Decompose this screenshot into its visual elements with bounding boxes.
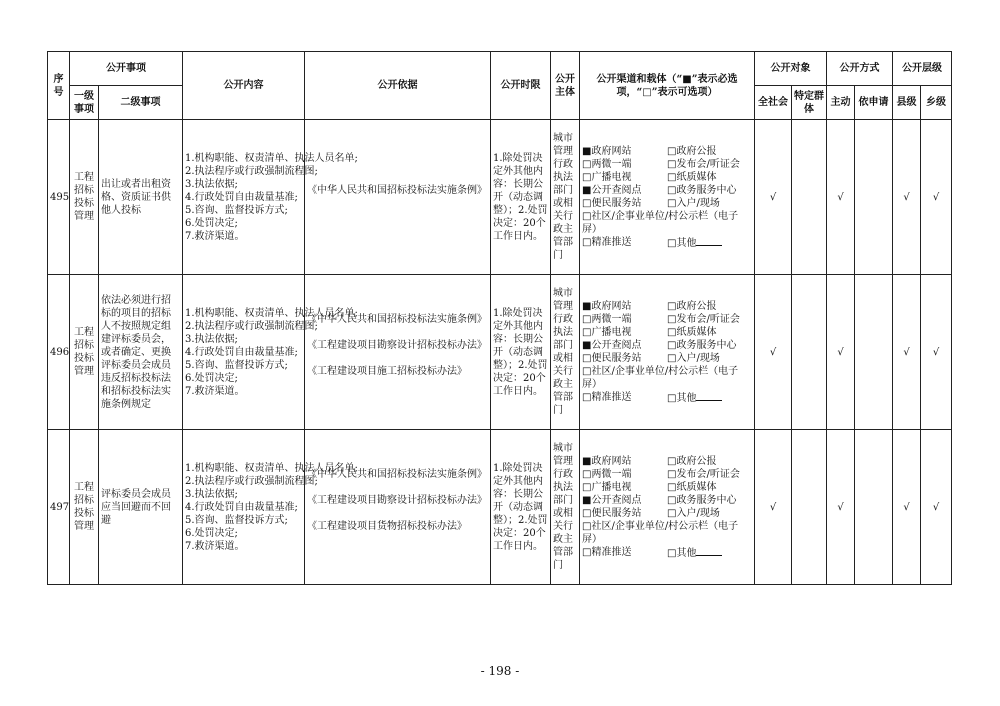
channel-option: □政务服务中心 [667, 494, 737, 506]
content-line: 1.机构职能、权责清单、执法人员名单; [185, 307, 358, 319]
header-method: 公开方式 [827, 52, 893, 86]
basis-item: 《工程建设项目勘察设计招标投标办法》 [307, 495, 487, 506]
channel-option: □精准推送 [582, 236, 632, 248]
header-subject: 公开主体 [551, 52, 580, 120]
row-seq: 496 [48, 275, 70, 430]
content-line: 5.咨询、监督投诉方式; [185, 359, 288, 371]
channel-option-other [667, 546, 752, 560]
header-basis: 公开依据 [305, 52, 491, 120]
row-method-request [855, 120, 893, 275]
channel-option: □便民服务站 [582, 507, 642, 519]
channel-grid-last [582, 236, 752, 250]
row-target-all: √ [755, 120, 792, 275]
channel-option: □政务服务中心 [667, 184, 737, 196]
channel-option: ■公开查阅点 [582, 339, 642, 351]
header-channel: 公开渠道和载体（“■”表示必选项，“□”表示可选项） [580, 52, 755, 120]
channel-option: ■政府网站 [582, 300, 632, 312]
row-level-county: √ [893, 120, 921, 275]
basis-item: 《工程建设项目施工招标投标办法》 [307, 366, 467, 377]
channel-option: □发布会/听证会 [667, 313, 740, 325]
row-seq: 497 [48, 430, 70, 585]
channel-option: □纸质媒体 [667, 171, 717, 183]
table-row [48, 430, 952, 585]
content-line: 4.行政处罚自由裁量基准; [185, 501, 298, 513]
row-target-all: √ [755, 275, 792, 430]
channel-option-other [667, 236, 752, 250]
row-target-all: √ [755, 430, 792, 585]
content-line: 3.执法依据; [185, 178, 238, 190]
row-content [183, 120, 358, 275]
channel-option: □纸质媒体 [667, 481, 717, 493]
row-basis [305, 430, 491, 585]
header-matter: 公开事项 [70, 52, 183, 86]
table-body [48, 120, 952, 585]
content-line: 4.行政处罚自由裁量基准; [185, 191, 298, 203]
content-line: 7.救济渠道。 [185, 230, 245, 242]
channel-option: ■公开查阅点 [582, 494, 642, 506]
row-subject: 城市管理行政执法部门或相关行政主管部门 [551, 275, 580, 430]
channel-option: □发布会/听证会 [667, 468, 740, 480]
row-level1: 工程招标投标管理 [70, 120, 99, 275]
channel-option: □两微一端 [582, 313, 632, 325]
channel-option: □便民服务站 [582, 352, 642, 364]
row-time: 1.除处罚决定外其他内容：长期公开（动态调整）；2.处罚决定：20个工作日内。 [491, 430, 551, 585]
row-subject: 城市管理行政执法部门或相关行政主管部门 [551, 430, 580, 585]
content-line: 6.处罚决定; [185, 372, 238, 384]
table-row [48, 275, 952, 430]
row-time: 1.除处罚决定外其他内容：长期公开（动态调整）；2.处罚决定：20个工作日内。 [491, 120, 551, 275]
header-target-specific: 特定群体 [792, 86, 827, 120]
basis-item: 《中华人民共和国招标投标法实施条例》 [307, 469, 487, 480]
channel-option-wide: □社区/企事业单位/村公示栏（电子屏） [582, 210, 739, 235]
row-target-specific [792, 430, 827, 585]
channel-option: □广播电视 [582, 326, 632, 338]
channel-grid [582, 300, 752, 365]
row-seq: 495 [48, 120, 70, 275]
content-line: 7.救济渠道。 [185, 540, 245, 552]
content-line: 6.处罚决定; [185, 527, 238, 539]
channel-option-wide: □社区/企事业单位/村公示栏（电子屏） [582, 520, 739, 545]
row-level2: 评标委员会成员应当回避而不回避 [99, 430, 183, 585]
row-level2: 出让或者出租资格、资质证书供他人投标 [99, 120, 183, 275]
row-target-specific [792, 275, 827, 430]
content-line: 2.执法程序或行政强制流程图; [185, 475, 318, 487]
channel-option: ■公开查阅点 [582, 184, 642, 196]
row-level-county: √ [893, 430, 921, 585]
channel-option: □发布会/听证会 [667, 158, 740, 170]
basis-item: 《中华人民共和国招标投标法实施条例》 [307, 314, 487, 325]
row-channels [580, 430, 755, 585]
basis-item: 《中华人民共和国招标投标法实施条例》 [307, 185, 487, 196]
channel-option: □入户/现场 [667, 507, 720, 519]
channel-option-wide: □社区/企事业单位/村公示栏（电子屏） [582, 365, 739, 390]
row-method-active: √ [827, 120, 855, 275]
header-level1: 一级事项 [70, 86, 99, 120]
content-line: 2.执法程序或行政强制流程图; [185, 165, 318, 177]
channel-option: □两微一端 [582, 468, 632, 480]
channel-option: □两微一端 [582, 158, 632, 170]
channel-option: □精准推送 [582, 391, 632, 403]
disclosure-table [47, 51, 952, 585]
header-level-town: 乡级 [921, 86, 952, 120]
row-level-county: √ [893, 275, 921, 430]
content-line: 3.执法依据; [185, 488, 238, 500]
content-line: 4.行政处罚自由裁量基准; [185, 346, 298, 358]
row-level-town: √ [921, 430, 952, 585]
basis-item: 《工程建设项目货物招标投标办法》 [307, 521, 467, 532]
row-level-town: √ [921, 120, 952, 275]
header-method-request: 依申请 [855, 86, 893, 120]
row-method-request [855, 275, 893, 430]
content-line: 1.机构职能、权责清单、执法人员名单; [185, 462, 358, 474]
channel-option: □广播电视 [582, 171, 632, 183]
channel-grid [582, 145, 752, 210]
row-content [183, 275, 358, 430]
header-level: 公开层级 [893, 52, 952, 86]
content-line: 7.救济渠道。 [185, 385, 245, 397]
content-line: 3.执法依据; [185, 333, 238, 345]
header-level2: 二级事项 [99, 86, 183, 120]
channel-option: □精准推送 [582, 546, 632, 558]
row-level2: 依法必须进行招标的项目的招标人不按照规定组建评标委员会，或者确定、更换评标委员会成员违反招标投标法和招标投标法实施条例规定 [99, 275, 183, 430]
channel-grid-last [582, 391, 752, 405]
channel-option: □入户/现场 [667, 352, 720, 364]
row-time: 1.除处罚决定外其他内容：长期公开（动态调整）；2.处罚决定：20个工作日内。 [491, 275, 551, 430]
row-method-active: √ [827, 275, 855, 430]
channel-other-label: □其他 [667, 392, 697, 404]
row-channels [580, 275, 755, 430]
channel-option: ■政府网站 [582, 455, 632, 467]
channel-option: □政府公报 [667, 300, 717, 312]
row-subject: 城市管理行政执法部门或相关行政主管部门 [551, 120, 580, 275]
channel-option: □纸质媒体 [667, 326, 717, 338]
channel-option: □政府公报 [667, 455, 717, 467]
basis-item: 《工程建设项目勘察设计招标投标办法》 [307, 340, 487, 351]
channel-option: ■政府网站 [582, 145, 632, 157]
channel-option: □政府公报 [667, 145, 717, 157]
channel-grid [582, 455, 752, 520]
row-content [183, 430, 358, 585]
fill-in-underline [696, 546, 722, 556]
row-method-active: √ [827, 430, 855, 585]
content-line: 2.执法程序或行政强制流程图; [185, 320, 318, 332]
row-basis [305, 275, 491, 430]
content-line: 1.机构职能、权责清单、执法人员名单; [185, 152, 358, 164]
header-seq: 序号 [48, 52, 70, 120]
channel-option: □广播电视 [582, 481, 632, 493]
header-method-active: 主动 [827, 86, 855, 120]
fill-in-underline [696, 236, 722, 246]
content-line: 5.咨询、监督投诉方式; [185, 204, 288, 216]
row-level1: 工程招标投标管理 [70, 275, 99, 430]
header-level-county: 县级 [893, 86, 921, 120]
page-number: - 198 - [480, 664, 520, 678]
header-time: 公开时限 [491, 52, 551, 120]
channel-option: □入户/现场 [667, 197, 720, 209]
row-level-town: √ [921, 275, 952, 430]
channel-grid-last [582, 546, 752, 560]
table-row [48, 120, 952, 275]
content-line: 6.处罚决定; [185, 217, 238, 229]
row-method-request [855, 430, 893, 585]
channel-option: □政务服务中心 [667, 339, 737, 351]
content-line: 5.咨询、监督投诉方式; [185, 514, 288, 526]
row-target-specific [792, 120, 827, 275]
header-target-all: 全社会 [755, 86, 792, 120]
header-target: 公开对象 [755, 52, 827, 86]
channel-option: □便民服务站 [582, 197, 642, 209]
row-basis [305, 120, 491, 275]
channel-other-label: □其他 [667, 237, 697, 249]
header-content: 公开内容 [183, 52, 305, 120]
row-level1: 工程招标投标管理 [70, 430, 99, 585]
row-channels [580, 120, 755, 275]
fill-in-underline [696, 391, 722, 401]
channel-option-other [667, 391, 752, 405]
channel-other-label: □其他 [667, 547, 697, 559]
